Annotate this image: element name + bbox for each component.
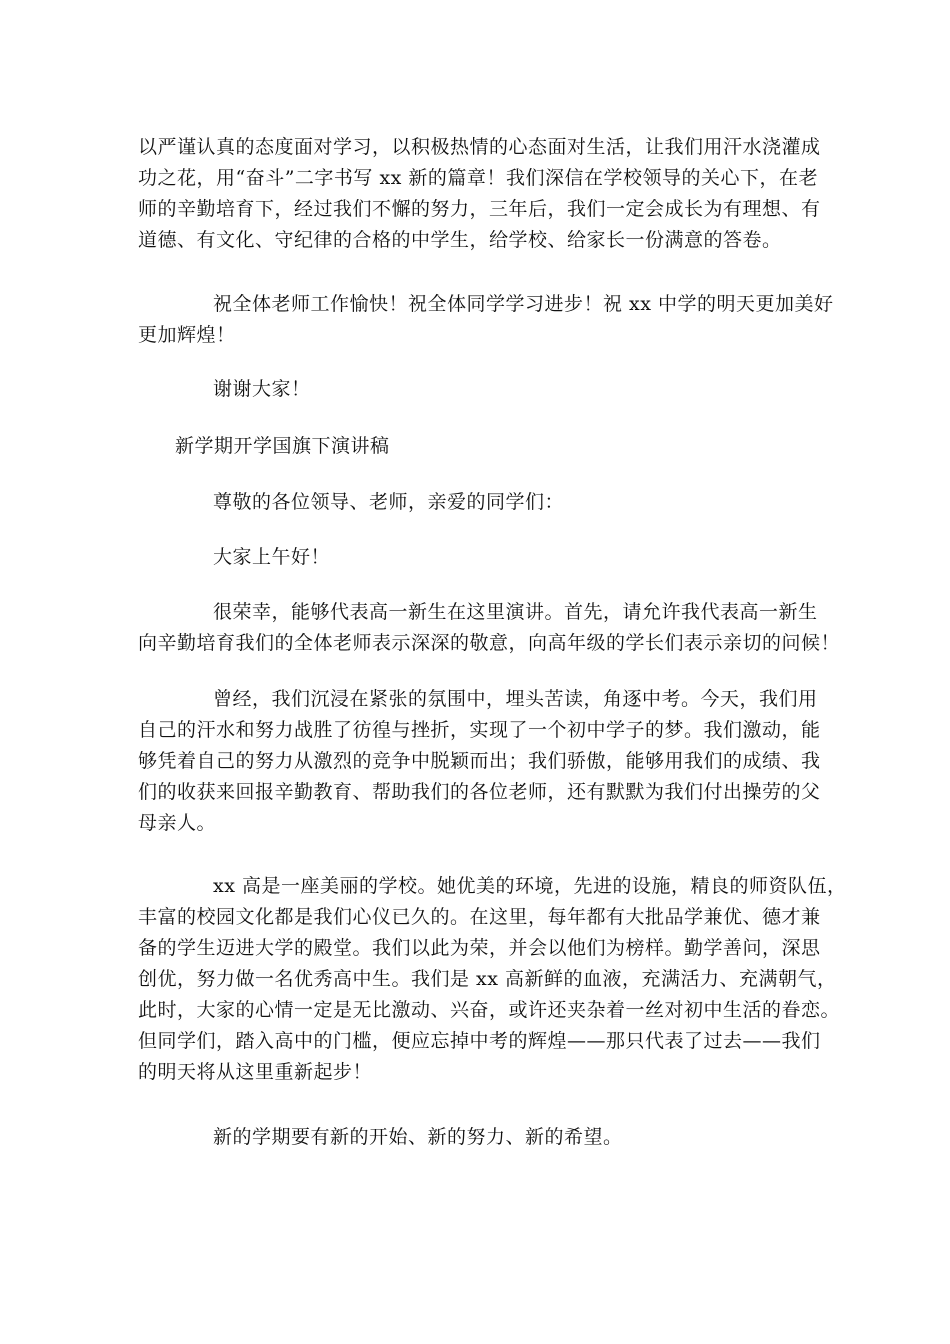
text-line: 新学期开学国旗下演讲稿 [175,435,390,457]
paragraph-school [138,871,847,1088]
paragraph-honor [138,597,841,659]
text-line: 曾经，我们沉浸在紧张的氛围中，埋头苦读，角逐中考。今天，我们用 [213,688,818,710]
text-line: 新的学期要有新的开始、新的努力、新的希望。 [213,1126,623,1148]
text-line: 尊敬的各位领导、老师，亲爱的同学们： [213,491,565,513]
text-line: xx 高是一座美丽的学校。她优美的环境，先进的设施，精良的师资队伍， [213,875,847,897]
speech-title [138,431,818,462]
text-line: 祝全体老师工作愉快！祝全体同学学习进步！祝 xx 中学的明天更加美好 [213,293,834,315]
text-line: 够凭着自己的努力从激烈的竞争中脱颖而出；我们骄傲，能够用我们的成绩、我 [138,750,821,772]
paragraph-past [138,684,821,839]
text-line: 以严谨认真的态度面对学习，以积极热情的心态面对生活，让我们用汗水浇灌成 [138,136,821,158]
text-line: 更加辉煌！ [138,324,236,346]
paragraph-salutation [138,487,818,518]
paragraph-new-term [138,1122,818,1153]
text-line: 的明天将从这里重新起步！ [138,1061,373,1083]
text-line: 们的收获来回报辛勤教育、帮助我们的各位老师，还有默默为我们付出操劳的父 [138,781,821,803]
text-line: 母亲人。 [138,812,217,834]
text-line: 谢谢大家！ [213,378,311,400]
text-line: 大家上午好！ [213,546,331,568]
text-line: 创优，努力做一名优秀高中生。我们是 xx 高新鲜的血液，充满活力、充满朝气， [138,968,837,990]
text-line: 功之花，用“奋斗”二字书写 xx 新的篇章！我们深信在学校领导的关心下，在老 [138,167,818,189]
text-line: 此时，大家的心情一定是无比激动、兴奋，或许还夹杂着一丝对初中生活的眷恋。 [138,999,841,1021]
paragraph-greeting [138,542,818,573]
text-line: 自己的汗水和努力战胜了彷徨与挫折，实现了一个初中学子的梦。我们激动，能 [138,719,821,741]
paragraph-continuation [138,132,821,256]
paragraph-thanks [138,374,818,405]
text-line: 丰富的校园文化都是我们心仪已久的。在这里，每年都有大批品学兼优、德才兼 [138,906,821,928]
text-line: 道德、有文化、守纪律的合格的中学生，给学校、给家长一份满意的答卷。 [138,229,782,251]
paragraph-wishes [138,289,834,351]
text-line: 很荣幸，能够代表高一新生在这里演讲。首先，请允许我代表高一新生 [213,601,818,623]
text-line: 备的学生迈进大学的殿堂。我们以此为荣，并会以他们为榜样。勤学善问，深思 [138,937,821,959]
text-line: 向辛勤培育我们的全体老师表示深深的敬意，向高年级的学长们表示亲切的问候！ [138,632,841,654]
text-line: 师的辛勤培育下，经过我们不懈的努力，三年后，我们一定会成长为有理想、有 [138,198,821,220]
text-line: 但同学们，踏入高中的门槛，便应忘掉中考的辉煌——那只代表了过去——我们 [138,1030,821,1052]
